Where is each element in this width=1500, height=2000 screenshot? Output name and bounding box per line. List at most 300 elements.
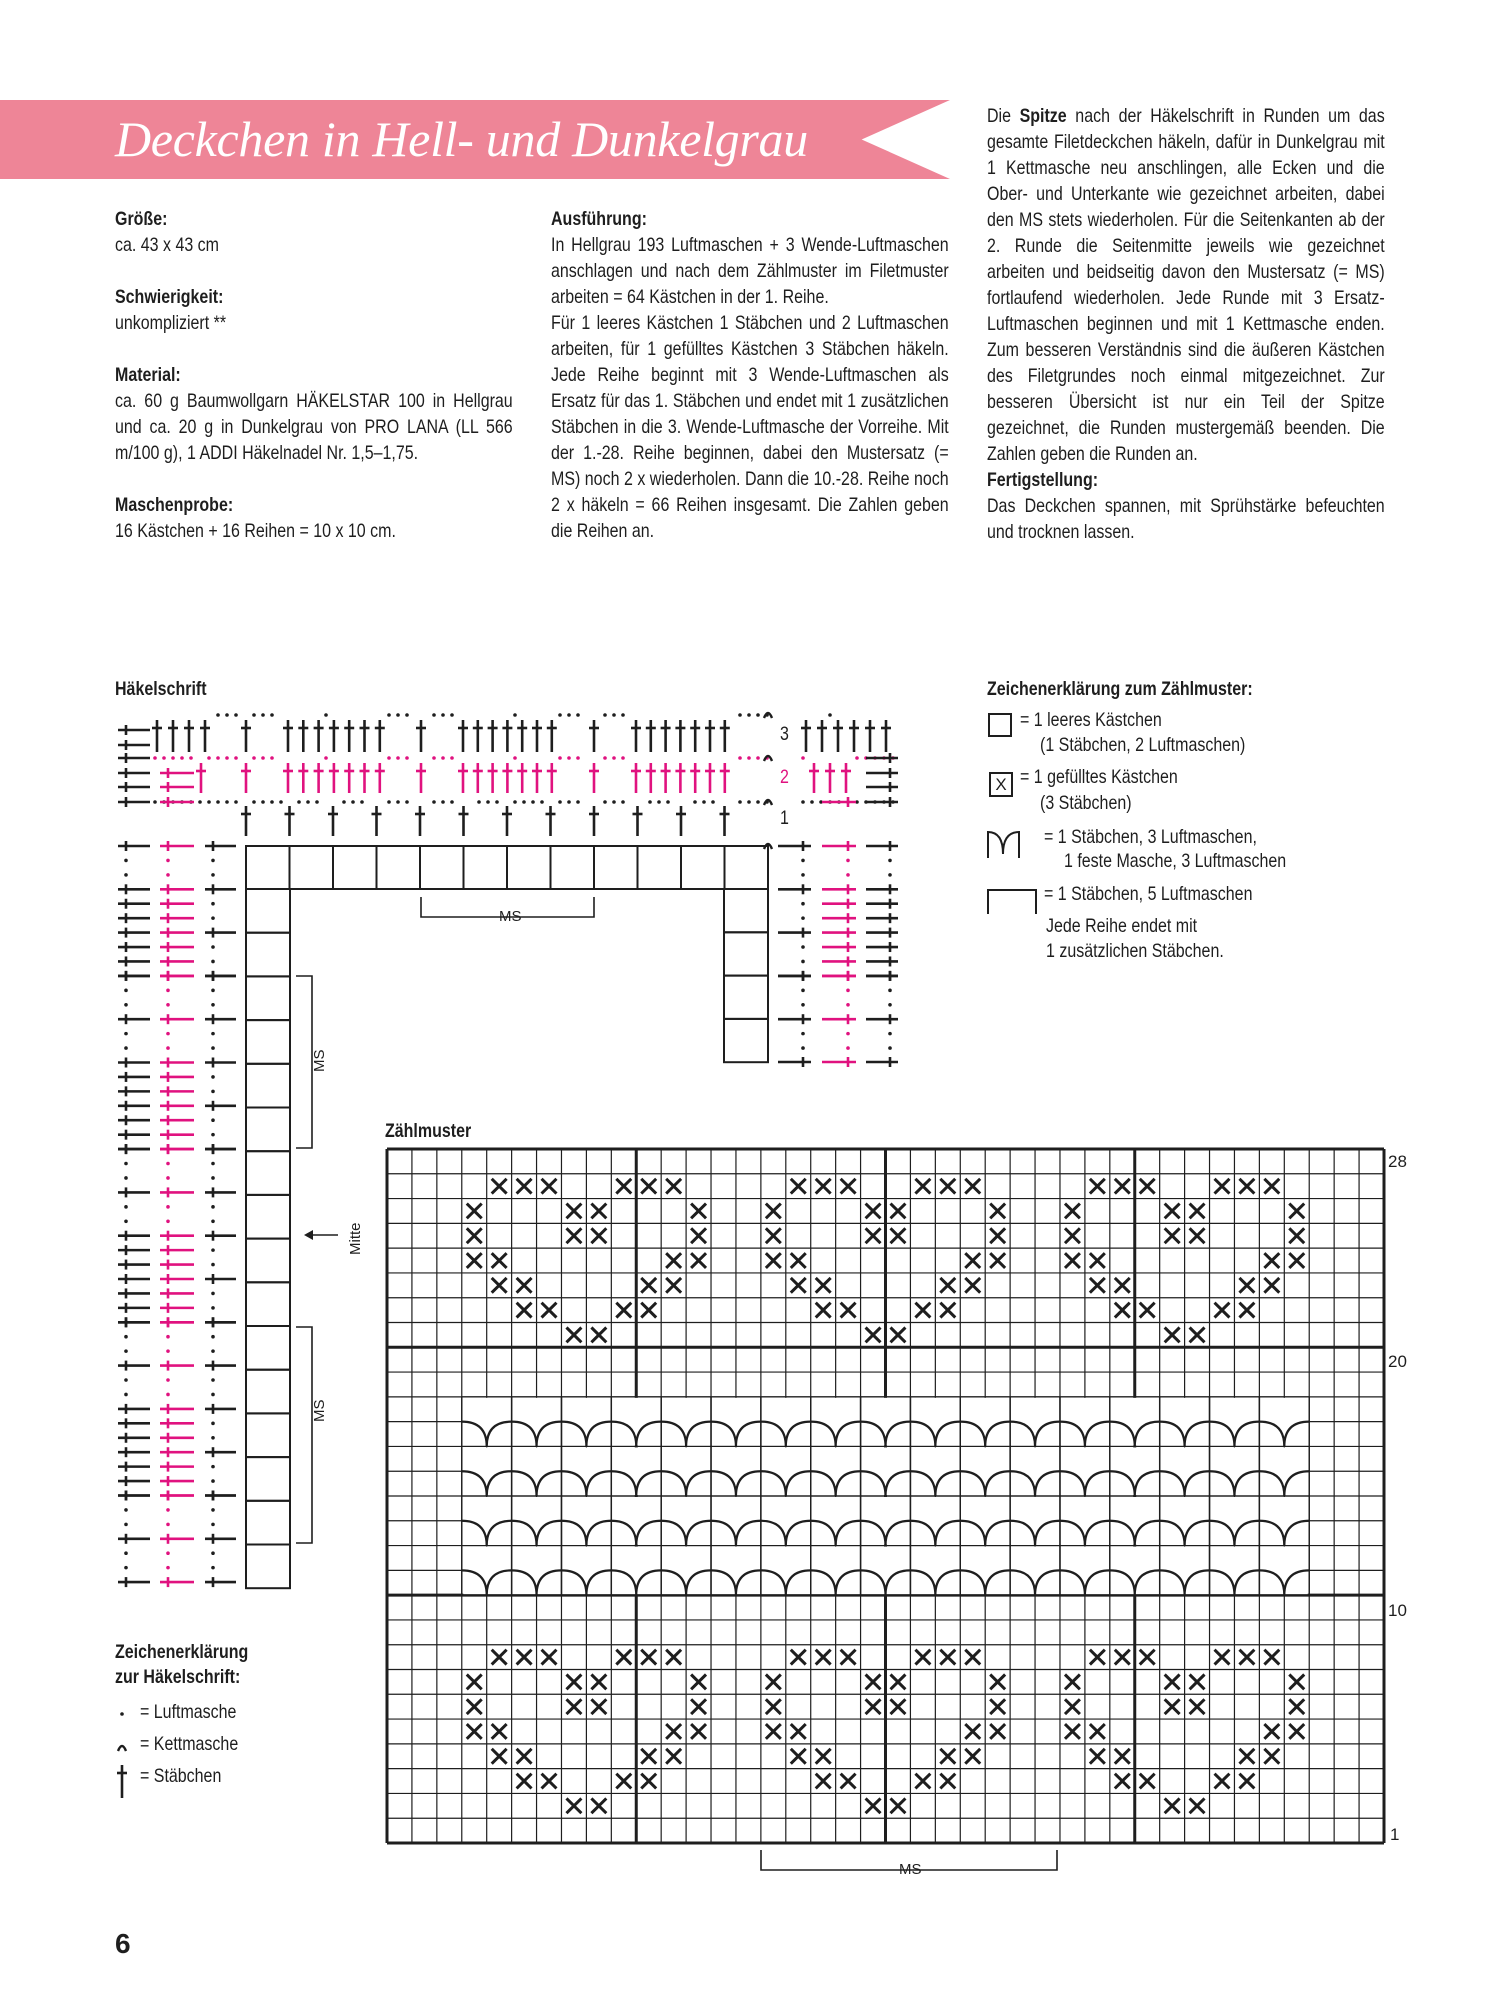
treble-stitch (329, 720, 339, 752)
chain-stitch-dot (396, 756, 400, 760)
chain-stitch-dot (888, 1046, 892, 1050)
treble-stitch (160, 1115, 194, 1125)
chain-stitch-dot (153, 800, 157, 804)
filled-cell-x-icon (517, 1303, 532, 1318)
filled-cell-x-icon (542, 1650, 557, 1665)
treble-stitch (720, 806, 730, 836)
filet-square (246, 889, 290, 933)
treble-stitch (375, 763, 385, 793)
filet-square (246, 1545, 290, 1589)
filled-cell-x-icon (492, 1278, 507, 1293)
chain-stitch-dot (166, 859, 170, 863)
filet-square (551, 846, 595, 889)
filled-cell-x-icon (666, 1650, 681, 1665)
chain-stitch-dot (738, 756, 742, 760)
filled-cell-x-icon (566, 1228, 581, 1243)
treble-stitch (822, 884, 856, 894)
chain-stitch-dot (612, 800, 616, 804)
treble-stitch (822, 1014, 856, 1024)
chain-stitch-dot (211, 1508, 215, 1512)
legend-note-2: 1 zusätzlichen Stäbchen. (1046, 940, 1224, 962)
chain-stitch-dot (124, 1508, 128, 1512)
chain-stitch-dot (211, 1248, 215, 1252)
treble-stitch (817, 720, 827, 752)
treble-stitch (205, 1361, 236, 1371)
chain-stitch-dot (666, 800, 670, 804)
filled-cell-x-icon (1090, 1749, 1105, 1764)
chain-stitch-dot (166, 1508, 170, 1512)
treble-stitch (160, 1086, 194, 1096)
treble-stitch (160, 899, 194, 909)
chain-stitch-dot (211, 1335, 215, 1339)
chain-stitch-dot (211, 1046, 215, 1050)
filled-cell-x-icon (1289, 1724, 1304, 1739)
chain-stitch-dot (180, 756, 184, 760)
filled-cell-x-icon (1065, 1699, 1080, 1714)
chain-stitch-dot (801, 945, 805, 949)
filled-cell-x-icon (866, 1699, 881, 1714)
chain-stitch-dot (567, 713, 571, 717)
chain-stitch-dot (603, 800, 607, 804)
chain-stitch-dot (124, 1219, 128, 1223)
treble-stitch (778, 841, 811, 851)
chain-stitch-dot (166, 873, 170, 877)
chain-stitch-dot (306, 800, 310, 804)
treble-stitch (690, 720, 700, 752)
ms-label-side-1: MS (311, 1047, 328, 1076)
filled-cell-x-icon (467, 1253, 482, 1268)
chain-stitch-dot (225, 713, 229, 717)
chain-stitch-dot (211, 945, 215, 949)
instructions-paragraph: Für 1 leeres Kästchen 1 Stäbchen und 2 Luftmaschen arbeiten, für 1 gefülltes Kästchen 3 Stäbchen häkeln. Jede Reihe beginnt mit 3 Wende-Luftmaschen als Ersatz für das 1. Stäbchen und endet mit 1 zusätzlichen Stäbchen in die 3. Wende-Luftmasche der Vorreihe. Mit der 1.-28. Reihe beginnen, dabei den Mustersatz (= MS) noch 2 x wiederholen. Dann die 10.-28. Reihe noch 2 x häkeln = 66 Reihen insgesamt. Die Zahlen geben die Reihen an. (551, 312, 949, 542)
treble-stitch (118, 740, 150, 750)
ms-label-bottom: MS (895, 1861, 926, 1879)
treble-stitch (841, 763, 851, 793)
filled-cell-x-icon (965, 1278, 980, 1293)
treble-stitch (160, 1260, 194, 1270)
filet-square (724, 976, 768, 1019)
filled-cell-x-icon (1239, 1749, 1254, 1764)
chain-stitch-dot (396, 713, 400, 717)
chain-stitch-dot (211, 1263, 215, 1267)
filled-cell-x-icon (990, 1699, 1005, 1714)
round-label-3: 3 (780, 723, 789, 745)
chain-stitch-dot (270, 756, 274, 760)
filled-cell-x-icon (1090, 1278, 1105, 1293)
treble-stitch (778, 928, 811, 938)
filled-cell-x-icon (542, 1774, 557, 1789)
filled-cell-x-icon (467, 1675, 482, 1690)
filled-cell-x-icon (1264, 1278, 1279, 1293)
filet-square (246, 1195, 290, 1239)
chain-stitch-dot (846, 1032, 850, 1036)
treble-stitch (200, 720, 210, 752)
filled-cell-x-icon (990, 1724, 1005, 1739)
row-label-28: 28 (1388, 1152, 1407, 1171)
chain-stitch-dot (124, 1349, 128, 1353)
filled-cell-x-icon (791, 1253, 806, 1268)
chain-stitch-dot (225, 800, 229, 804)
chain-stitch-dot (387, 800, 391, 804)
chain-stitch-dot (124, 873, 128, 877)
treble-stitch (160, 942, 194, 952)
chain-stitch-dot (801, 873, 805, 877)
chain-stitch-dot (124, 1393, 128, 1397)
chain-stitch-dot (261, 756, 265, 760)
treble-stitch (675, 720, 685, 752)
chain-stitch-dot (702, 800, 706, 804)
filled-cell-x-icon (517, 1278, 532, 1293)
legend-empty-detail: (1 Stäbchen, 2 Luftmaschen) (1040, 734, 1246, 756)
material-heading: Material: (115, 364, 181, 386)
treble-stitch (473, 763, 483, 793)
filet-square (246, 1282, 290, 1326)
filled-cell-x-icon (492, 1179, 507, 1194)
chain-stitch-dot (211, 1090, 215, 1094)
treble-stitch (118, 1577, 150, 1587)
filled-cell-x-icon (1264, 1749, 1279, 1764)
chain-stitch-dot (567, 800, 571, 804)
filet-square (377, 846, 421, 889)
gauge-heading: Maschenprobe: (115, 494, 234, 516)
treble-stitch (160, 913, 194, 923)
filet-square (724, 932, 768, 975)
chain-stitch-dot (211, 1422, 215, 1426)
chain-stitch-dot (211, 1393, 215, 1397)
treble-stitch (314, 720, 324, 752)
ms-bracket-side (296, 1327, 312, 1543)
filled-cell-x-icon (1090, 1253, 1105, 1268)
filled-cell-x-icon (816, 1774, 831, 1789)
treble-stitch (160, 1101, 194, 1111)
instructions-heading: Ausführung: (551, 208, 647, 230)
treble-stitch (160, 1245, 194, 1255)
treble-stitch (160, 1534, 194, 1544)
filled-cell-x-icon (566, 1328, 581, 1343)
treble-stitch (661, 763, 671, 793)
filled-cell-x-icon (666, 1724, 681, 1739)
chain-stitch-dot (756, 800, 760, 804)
page-title: Deckchen in Hell- und Dunkelgrau (115, 111, 808, 167)
treble-stitch (205, 1101, 236, 1111)
chain-stitch-dot (216, 800, 220, 804)
chain-stitch-dot (252, 800, 256, 804)
legend-bar-text: = 1 Stäbchen, 5 Luftmaschen (1044, 883, 1253, 905)
filled-cell-x-icon (940, 1749, 955, 1764)
chain-stitch-dot (888, 989, 892, 993)
chain-stitch-dot (405, 756, 409, 760)
filled-cell-x-icon (1115, 1774, 1130, 1789)
filled-cell-x-icon (915, 1179, 930, 1194)
treble-stitch (152, 720, 162, 752)
treble-stitch (532, 720, 542, 752)
treble-stitch (866, 942, 898, 952)
chain-stitch-dot (198, 800, 202, 804)
treble-stitch (344, 763, 354, 793)
chain-stitch-dot (846, 873, 850, 877)
chain-stitch-dot (252, 713, 256, 717)
treble-stitch (118, 1187, 150, 1197)
treble-stitch (196, 763, 206, 793)
filled-cell-x-icon (1190, 1228, 1205, 1243)
size-text: ca. 43 x 43 cm (115, 234, 219, 256)
treble-stitch (205, 1577, 236, 1587)
treble-stitch (160, 884, 194, 894)
chain-stitch-dot (166, 989, 170, 993)
chain-stitch-dot (211, 989, 215, 993)
chain-stitch-dot (432, 756, 436, 760)
treble-stitch (416, 763, 426, 793)
chain-stitch-dot (801, 989, 805, 993)
treble-stitch (866, 782, 898, 792)
treble-stitch (160, 1303, 194, 1313)
chain-stitch-dot (405, 800, 409, 804)
treble-stitch (822, 797, 856, 807)
chain-stitch-dot (846, 989, 850, 993)
treble-stitch (329, 763, 339, 793)
chain-stitch-dot (441, 713, 445, 717)
edging-keyword: Spitze (1019, 105, 1067, 127)
treble-stitch (160, 782, 194, 792)
chain-stitch-dot (124, 1551, 128, 1555)
round-label-2: 2 (780, 766, 789, 788)
filet-square (246, 1501, 290, 1545)
chain-stitch-dot (124, 1523, 128, 1527)
filled-cell-x-icon (1215, 1179, 1230, 1194)
chain-stitch-dot (450, 800, 454, 804)
treble-stitch (205, 1058, 236, 1068)
chain-stitch-dot (252, 756, 256, 760)
filled-cell-x-icon (891, 1204, 906, 1219)
edging-text: nach der Häkelschrift in Runden um das gesamte Filetdeckchen häkeln, dafür in Dunkelgrau mit 1 Kettmasche neu anschlingen, alle Ecken und die Ober- und Unterkante wie gezeichnet arbeiten, dabei den MS stets wiederholen. Für die Seitenkanten ab der 2. Runde die Seitenmitte jeweils wie gezeichnet arbeiten und beidseitig davon den Mustersatz (= MS) fortlaufend wiederholen. Jede Runde mit 3 Ersatz-Luftmaschen beginnen und mit 1 Kettmasche enden. Zum besseren Verständnis sind die äußeren Kästchen des Filetgrundes noch einmal mitgezeichnet. Zur besseren Übersicht ist nur ein Teil der Spitze gezeichnet, die Runden mustergemäß beenden. Die Zahlen geben die Runden an. (987, 105, 1385, 465)
treble-stitch (881, 720, 891, 752)
chain-stitch-dot (234, 800, 238, 804)
treble-stitch (241, 763, 251, 793)
treble-stitch (849, 720, 859, 752)
filled-cell-x-icon (1165, 1328, 1180, 1343)
legend-arc-detail: 1 feste Masche, 3 Luftmaschen (1064, 850, 1287, 872)
filled-cell-x-icon (467, 1699, 482, 1714)
filled-cell-x-icon (1264, 1650, 1279, 1665)
chain-stitch-dot (124, 989, 128, 993)
treble-stitch (866, 1014, 898, 1024)
filled-cell-x-icon (1190, 1798, 1205, 1813)
chain-stitch-dot (387, 713, 391, 717)
filled-cell-x-icon (791, 1724, 806, 1739)
treble-stitch (160, 1072, 194, 1082)
treble-stitch (705, 763, 715, 793)
chain-stitch-dot (166, 1551, 170, 1555)
chain-stitch-dot (211, 1551, 215, 1555)
chain-stitch-dot (801, 916, 805, 920)
filled-cell-x-icon (591, 1228, 606, 1243)
chain-stitch-dot (756, 713, 760, 717)
chain-stitch-dot (211, 1176, 215, 1180)
treble-stitch (822, 913, 856, 923)
chain-stitch-dot (124, 1046, 128, 1050)
chain-stitch-dot (558, 800, 562, 804)
filet-square (246, 1108, 290, 1152)
chain-stitch-dot (888, 859, 892, 863)
chain-stitch-dot (747, 756, 751, 760)
chain-stitch-dot (225, 756, 229, 760)
treble-stitch (205, 841, 236, 851)
legend-filled-detail: (3 Stäbchen) (1040, 792, 1132, 814)
chain-stitch-dot (693, 800, 697, 804)
treble-stitch (118, 899, 150, 909)
treble-stitch (372, 806, 382, 836)
chain-stitch-dot (234, 713, 238, 717)
filled-cell-x-icon (1289, 1699, 1304, 1714)
chain-stitch-dot (124, 859, 128, 863)
chain-stitch-dot (124, 1335, 128, 1339)
filet-square (246, 1457, 290, 1501)
filled-cell-x-icon (1239, 1650, 1254, 1665)
filled-box-icon: X (989, 772, 1013, 797)
filet-square (725, 846, 769, 889)
treble-stitch (160, 797, 194, 807)
filled-cell-x-icon (1140, 1303, 1155, 1318)
filled-cell-x-icon (467, 1724, 482, 1739)
filled-cell-x-icon (940, 1774, 955, 1789)
chain-stitch-dot (211, 1523, 215, 1527)
chain-stitch-dot (846, 1003, 850, 1007)
filled-cell-x-icon (1165, 1675, 1180, 1690)
filled-cell-x-icon (965, 1253, 980, 1268)
filled-cell-x-icon (1165, 1204, 1180, 1219)
chain-stitch-dot (612, 756, 616, 760)
treble-stitch (488, 763, 498, 793)
legend-treble-text: = Stäbchen (140, 1765, 222, 1787)
filled-cell-x-icon (990, 1675, 1005, 1690)
chain-stitch-dot (166, 1003, 170, 1007)
treble-stitch (118, 1014, 150, 1024)
filled-cell-x-icon (1165, 1228, 1180, 1243)
filet-square (724, 1019, 768, 1062)
treble-stitch (160, 1187, 194, 1197)
treble-stitch (360, 720, 370, 752)
middle-label: Mitte (347, 1222, 364, 1255)
finishing-text: Das Deckchen spannen, mit Sprühstärke befeuchten und trocknen lassen. (987, 495, 1385, 543)
chain-stitch-dot (124, 1032, 128, 1036)
treble-stitch (118, 1245, 150, 1255)
treble-stitch (118, 797, 150, 807)
filet-square (246, 1413, 290, 1457)
treble-stitch (118, 1404, 150, 1414)
chain-stitch-dot (558, 756, 562, 760)
treble-stitch (118, 884, 150, 894)
chain-stitch-dot (162, 756, 166, 760)
size-heading: Größe: (115, 208, 168, 230)
treble-stitch (160, 841, 194, 851)
treble-stitch (866, 884, 898, 894)
crochet-legend-title-1: Zeichenerklärung (115, 1641, 249, 1663)
treble-stitch (822, 928, 856, 938)
chain-stitch-dot (207, 756, 211, 760)
treble-stitch (205, 1534, 236, 1544)
treble-stitch (459, 806, 469, 836)
filled-cell-x-icon (616, 1650, 631, 1665)
ms-label-top: MS (496, 908, 525, 926)
treble-stitch (118, 1130, 150, 1140)
legend-arc-text: = 1 Stäbchen, 3 Luftmaschen, (1044, 826, 1257, 848)
treble-stitch (205, 928, 236, 938)
legend-empty-text: = 1 leeres Kästchen (1020, 709, 1162, 731)
treble-stitch (488, 720, 498, 752)
filled-cell-x-icon (1115, 1278, 1130, 1293)
filled-cell-x-icon (766, 1724, 781, 1739)
filled-cell-x-icon (891, 1675, 906, 1690)
filet-square (246, 1151, 290, 1195)
filled-cell-x-icon (866, 1798, 881, 1813)
treble-stitch (546, 806, 556, 836)
filled-cell-x-icon (1289, 1253, 1304, 1268)
filled-cell-x-icon (1264, 1253, 1279, 1268)
treble-stitch (705, 720, 715, 752)
filled-cell-x-icon (1190, 1699, 1205, 1714)
treble-stitch (118, 956, 150, 966)
chain-stitch-dot (270, 713, 274, 717)
treble-stitch (241, 806, 251, 836)
treble-stitch (809, 763, 819, 793)
chain-stitch-dot (189, 756, 193, 760)
counting-chart-title: Zählmuster (385, 1120, 472, 1142)
chain-stitch-dot (801, 756, 805, 760)
treble-stitch (517, 720, 527, 752)
treble-stitch (633, 806, 643, 836)
chain-stitch-dot (261, 713, 265, 717)
treble-stitch (502, 720, 512, 752)
treble-stitch (778, 884, 811, 894)
filled-cell-x-icon (591, 1675, 606, 1690)
filet-square (246, 1020, 290, 1064)
treble-stitch (314, 763, 324, 793)
treble-stitch (833, 720, 843, 752)
filled-cell-x-icon (1165, 1798, 1180, 1813)
chain-stitch-dot (211, 1292, 215, 1296)
edging-text: Die (987, 105, 1020, 127)
treble-stitch (160, 1274, 194, 1284)
treble-stitch (118, 1231, 150, 1241)
filled-cell-x-icon (940, 1303, 955, 1318)
row-label-20: 20 (1388, 1352, 1407, 1371)
chain-stitch-dot (531, 800, 535, 804)
treble-stitch (344, 720, 354, 752)
chain-stitch-dot (166, 1176, 170, 1180)
chain-stitch-dot (166, 1205, 170, 1209)
treble-stitch (118, 1101, 150, 1111)
chain-stitch-dot (211, 1118, 215, 1122)
chain-stitch-dot (513, 800, 517, 804)
chain-stitch-dot (315, 800, 319, 804)
filled-cell-x-icon (691, 1204, 706, 1219)
chain-stitch-dot (211, 1162, 215, 1166)
treble-stitch (285, 806, 295, 836)
filled-cell-x-icon (866, 1228, 881, 1243)
treble-stitch (661, 720, 671, 752)
filled-cell-x-icon (891, 1328, 906, 1343)
row-label-10: 10 (1388, 1601, 1407, 1620)
treble-stitch (118, 841, 150, 851)
chain-stitch-dot (261, 800, 265, 804)
treble-stitch (720, 763, 730, 793)
chain-stitch-dot (576, 756, 580, 760)
chain-stitch-dot (603, 713, 607, 717)
filled-cell-x-icon (1115, 1179, 1130, 1194)
filet-square (724, 889, 768, 932)
treble-stitch (205, 1144, 236, 1154)
filled-cell-x-icon (1239, 1774, 1254, 1789)
